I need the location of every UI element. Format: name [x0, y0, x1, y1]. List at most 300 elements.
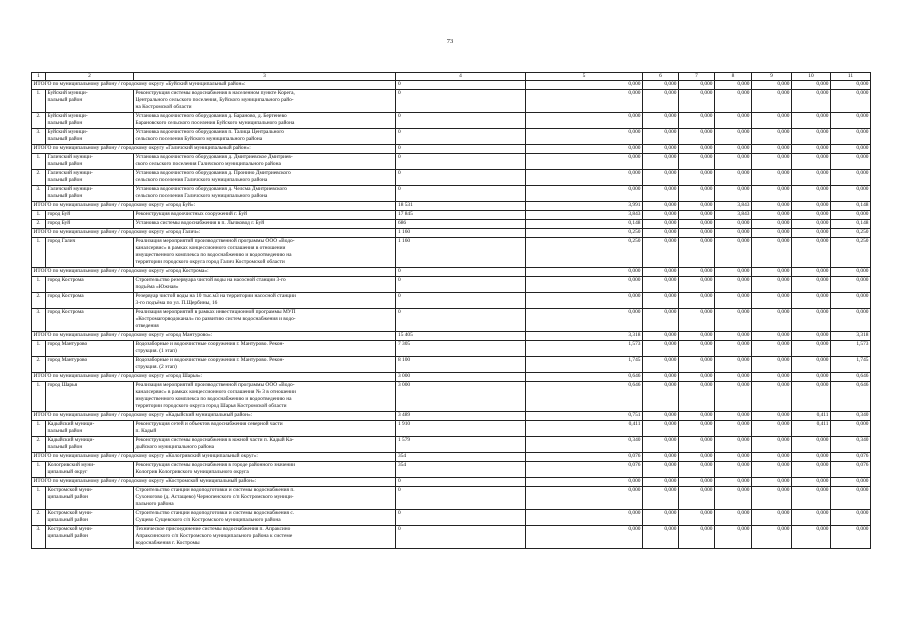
- funding-value: 0,000: [715, 510, 752, 526]
- funding-value: 0,000: [715, 170, 752, 186]
- subtotal-label: ИТОГО по муниципальному району / городскому округу «город Галич»:: [32, 229, 396, 238]
- row-index: 1.: [32, 211, 46, 220]
- funding-value: 0,000: [679, 526, 715, 549]
- funding-value: 0,000: [752, 293, 792, 309]
- funding-value: 0,000: [643, 382, 679, 412]
- funding-value: 0,000: [526, 145, 643, 154]
- funding-value: 0,000: [715, 293, 752, 309]
- funding-value: 0,000: [643, 341, 679, 357]
- funding-value: 0,000: [526, 186, 643, 202]
- table-row: [32, 293, 871, 309]
- funding-value: 0,000: [526, 90, 643, 113]
- funding-value: 0,000: [679, 277, 715, 293]
- row-index: 3.: [32, 186, 46, 202]
- funding-value: 0,000: [752, 81, 792, 90]
- column-number: 10: [792, 73, 831, 81]
- funding-value: 0,000: [831, 309, 871, 332]
- municipality-name: Буйский муници- пальный район: [46, 129, 134, 145]
- table-row: [32, 154, 871, 170]
- funding-value: 0,340: [831, 412, 871, 421]
- funding-value: 0,000: [752, 357, 792, 373]
- funding-value: 0,646: [526, 373, 643, 382]
- funding-value: 0,000: [792, 526, 831, 549]
- funding-value: 0,000: [679, 186, 715, 202]
- table-row: [32, 421, 871, 437]
- municipality-name: город Галич: [46, 238, 134, 268]
- funding-value: 0,000: [526, 113, 643, 129]
- funding-value: 1,573: [831, 341, 871, 357]
- cost-value: 0: [396, 526, 526, 549]
- cost-value: 15 405: [396, 332, 526, 341]
- subtotal-row: [32, 478, 871, 487]
- funding-value: 1,745: [831, 357, 871, 373]
- column-number: 11: [831, 73, 871, 81]
- municipality-name: город Буй: [46, 220, 134, 229]
- funding-value: 0,148: [831, 202, 871, 211]
- funding-value: 0,000: [792, 154, 831, 170]
- funding-value: 0,000: [831, 268, 871, 277]
- cost-value: 0: [396, 293, 526, 309]
- funding-value: 0,000: [643, 220, 679, 229]
- cost-value: 0: [396, 510, 526, 526]
- funding-value: 0,000: [792, 211, 831, 220]
- cost-value: 1 579: [396, 437, 526, 453]
- funding-value: 0,000: [752, 170, 792, 186]
- funding-value: 0,000: [643, 412, 679, 421]
- funding-value: 0,000: [792, 129, 831, 145]
- funding-value: 0,000: [526, 154, 643, 170]
- cost-value: 1 160: [396, 229, 526, 238]
- funding-value: 0,000: [831, 170, 871, 186]
- funding-value: 0,000: [715, 332, 752, 341]
- funding-value: 0,000: [643, 373, 679, 382]
- funding-value: 1,573: [526, 341, 643, 357]
- funding-value: 0,076: [831, 453, 871, 462]
- funding-value: 0,000: [679, 81, 715, 90]
- funding-value: 0,000: [792, 186, 831, 202]
- row-index: 3.: [32, 129, 46, 145]
- funding-value: 0,000: [792, 113, 831, 129]
- subtotal-label: ИТОГО по муниципальному району / городскому округу «Кологривский муниципальный округ»:: [32, 453, 396, 462]
- funding-value: 0,000: [679, 229, 715, 238]
- funding-value: 0,000: [643, 81, 679, 90]
- funding-value: 0,000: [643, 487, 679, 510]
- funding-value: 0,000: [792, 145, 831, 154]
- funding-value: 0,000: [679, 293, 715, 309]
- row-index: 3.: [32, 526, 46, 549]
- funding-value: 0,000: [643, 268, 679, 277]
- funding-value: 0,000: [679, 510, 715, 526]
- funding-value: 0,000: [526, 81, 643, 90]
- funding-value: 0,000: [643, 453, 679, 462]
- funding-value: 0,076: [526, 462, 643, 478]
- funding-value: 0,000: [526, 510, 643, 526]
- subtotal-label: ИТОГО по муниципальному району / городскому округу «Костромской муниципальный район»:: [32, 478, 396, 487]
- table-row: [32, 487, 871, 510]
- funding-value: 0,148: [831, 220, 871, 229]
- municipality-name: Кологривский муни- ципальный округ: [46, 462, 134, 478]
- funding-value: 0,000: [715, 421, 752, 437]
- funding-value: 0,000: [526, 487, 643, 510]
- subtotal-row: [32, 145, 871, 154]
- cost-value: 0: [396, 186, 526, 202]
- funding-value: 0,076: [526, 453, 643, 462]
- subtotal-row: [32, 412, 871, 421]
- table-row: [32, 211, 871, 220]
- funding-value: 0,340: [831, 437, 871, 453]
- column-number: 8: [715, 73, 752, 81]
- funding-value: 0,000: [792, 453, 831, 462]
- funding-value: 0,000: [792, 341, 831, 357]
- cost-value: 0: [396, 81, 526, 90]
- funding-value: 0,000: [831, 186, 871, 202]
- funding-value: 0,000: [752, 462, 792, 478]
- funding-value: 0,000: [792, 487, 831, 510]
- funding-value: 0,000: [643, 478, 679, 487]
- project-description: Водозаборные и водоочистные сооружения г. Мантурово. Рекон- струкция. (1 этап): [134, 341, 396, 357]
- funding-value: 0,000: [679, 309, 715, 332]
- cost-value: 0: [396, 309, 526, 332]
- column-number: 5: [526, 73, 643, 81]
- funding-value: 0,000: [643, 186, 679, 202]
- funding-value: 0,000: [643, 229, 679, 238]
- funding-value: 0,000: [679, 462, 715, 478]
- table-row: [32, 170, 871, 186]
- funding-value: 0,000: [792, 510, 831, 526]
- table-row: [32, 526, 871, 549]
- municipality-name: город Кострома: [46, 277, 134, 293]
- page-number: 73: [446, 38, 454, 45]
- funding-value: 0,000: [715, 478, 752, 487]
- cost-value: 7 305: [396, 341, 526, 357]
- project-description: Водозаборные и водоочистные сооружения г. Мантурово. Рекон- струкция. (2 этап): [134, 357, 396, 373]
- municipality-name: Кадыйский муници- пальный район: [46, 421, 134, 437]
- funding-value: 0,000: [679, 357, 715, 373]
- funding-value: 0,000: [752, 186, 792, 202]
- cost-value: 8 100: [396, 357, 526, 373]
- table-row: [32, 90, 871, 113]
- row-index: 2.: [32, 437, 46, 453]
- column-number-row: [32, 73, 871, 81]
- funding-value: 0,000: [831, 81, 871, 90]
- funding-value: 0,000: [752, 211, 792, 220]
- funding-value: 0,000: [752, 382, 792, 412]
- funding-value: 1,745: [526, 357, 643, 373]
- funding-value: 0,000: [715, 220, 752, 229]
- project-description: Реализация мероприятий в рамках инвестиционной программы МУП «Костромагорводоканал» по развитию систем водоснабжения и водо- отведения: [134, 309, 396, 332]
- funding-value: 0,000: [679, 437, 715, 453]
- project-description: Резервуар чистой воды на 10 тыс.м3 на территории насосной станции 3-го подъёма по ул. П.Щербины, 16: [134, 293, 396, 309]
- funding-value: 0,000: [679, 129, 715, 145]
- funding-value: 0,000: [679, 170, 715, 186]
- project-description: Установка водоочистного оборудования д. Бараново, д. Бертенево Барановского сельского поселения Буйского муниципального района: [134, 113, 396, 129]
- funding-value: 0,000: [752, 154, 792, 170]
- funding-value: 0,000: [792, 293, 831, 309]
- funding-value: 0,000: [752, 268, 792, 277]
- table-row: [32, 220, 871, 229]
- funding-value: 0,000: [643, 129, 679, 145]
- funding-value: 0,000: [679, 382, 715, 412]
- funding-value: 0,000: [792, 357, 831, 373]
- funding-value: 0,000: [752, 277, 792, 293]
- subtotal-label: ИТОГО по муниципальному району / городскому округу «Галичский муниципальный район»:: [32, 145, 396, 154]
- funding-value: 0,000: [715, 186, 752, 202]
- funding-value: 0,000: [831, 526, 871, 549]
- row-index: 1.: [32, 382, 46, 412]
- funding-value: 0,000: [752, 341, 792, 357]
- funding-value: 0,411: [792, 421, 831, 437]
- cost-value: 0: [396, 170, 526, 186]
- column-number: 1: [32, 73, 46, 81]
- funding-value: 0,000: [831, 145, 871, 154]
- cost-value: 0: [396, 145, 526, 154]
- column-number: 2: [46, 73, 134, 81]
- funding-value: 0,000: [679, 202, 715, 211]
- table-row: [32, 309, 871, 332]
- cost-value: 0: [396, 487, 526, 510]
- funding-value: 0,000: [752, 220, 792, 229]
- funding-value: 0,000: [679, 487, 715, 510]
- funding-value: 0,000: [752, 113, 792, 129]
- funding-value: 0,000: [752, 421, 792, 437]
- funding-value: 0,000: [715, 90, 752, 113]
- funding-value: 0,000: [715, 229, 752, 238]
- table-row: [32, 341, 871, 357]
- funding-value: 0,000: [679, 453, 715, 462]
- funding-value: 0,000: [643, 309, 679, 332]
- funding-value: 0,000: [643, 154, 679, 170]
- cost-value: 0: [396, 113, 526, 129]
- funding-value: 0,000: [831, 211, 871, 220]
- subtotal-label: ИТОГО по муниципальному району / городскому округу «город Кострома»:: [32, 268, 396, 277]
- funding-value: 3,843: [526, 211, 643, 220]
- funding-value: 0,646: [831, 382, 871, 412]
- row-index: 1.: [32, 462, 46, 478]
- funding-value: 0,000: [679, 373, 715, 382]
- project-description: Реконструкция системы водоснабжения в южной части п. Кадый Ка- дыйского муниципального района: [134, 437, 396, 453]
- cost-value: 1 910: [396, 421, 526, 437]
- column-number: 4: [396, 73, 526, 81]
- funding-value: 0,000: [831, 478, 871, 487]
- funding-value: 0,000: [831, 129, 871, 145]
- funding-value: 0,000: [752, 145, 792, 154]
- funding-value: 0,000: [679, 421, 715, 437]
- funding-value: 0,250: [526, 229, 643, 238]
- cost-value: 1 160: [396, 238, 526, 268]
- subtotal-label: ИТОГО по муниципальному району / городскому округу «Кадыйский муниципальный район»:: [32, 412, 396, 421]
- municipality-name: Галичский муници- пальный район: [46, 186, 134, 202]
- cost-value: 0: [396, 154, 526, 170]
- project-description: Строительство станции водоподготовки и системы водоснабжения с. Сущево Сущевского с/п Костромского муниципального района: [134, 510, 396, 526]
- funding-value: 0,000: [679, 341, 715, 357]
- project-description: Установка водоочистного оборудования п. Талица Центрального сельского поселения Буйского муниципального района: [134, 129, 396, 145]
- funding-value: 0,000: [792, 238, 831, 268]
- subtotal-label: ИТОГО по муниципальному району / городскому округу «город Буй»:: [32, 202, 396, 211]
- subtotal-label: ИТОГО по муниципальному району / городскому округу «город Шарья»:: [32, 373, 396, 382]
- funding-value: 0,000: [792, 277, 831, 293]
- subtotal-row: [32, 229, 871, 238]
- funding-value: 0,000: [752, 478, 792, 487]
- funding-value: 0,000: [715, 268, 752, 277]
- funding-value: 0,000: [679, 90, 715, 113]
- municipality-name: город Буй: [46, 211, 134, 220]
- funding-value: 0,000: [643, 357, 679, 373]
- table-row: [32, 277, 871, 293]
- funding-value: 0,411: [526, 421, 643, 437]
- funding-value: 0,000: [792, 462, 831, 478]
- table-body: [32, 73, 871, 549]
- funding-value: 0,000: [792, 90, 831, 113]
- row-index: 1.: [32, 90, 46, 113]
- table-row: [32, 113, 871, 129]
- funding-value: 0,000: [752, 373, 792, 382]
- funding-value: 0,000: [752, 202, 792, 211]
- cost-value: 3 000: [396, 373, 526, 382]
- funding-value: 0,000: [643, 170, 679, 186]
- funding-value: 0,000: [526, 170, 643, 186]
- funding-value: 0,000: [752, 412, 792, 421]
- funding-value: 0,000: [715, 437, 752, 453]
- funding-value: 0,000: [643, 462, 679, 478]
- funding-value: 0,000: [715, 487, 752, 510]
- funding-value: 0,000: [643, 211, 679, 220]
- funding-value: 0,000: [792, 382, 831, 412]
- funding-value: 0,000: [752, 526, 792, 549]
- funding-value: 0,076: [831, 462, 871, 478]
- funding-value: 0,000: [679, 332, 715, 341]
- funding-value: 0,000: [831, 510, 871, 526]
- funding-value: 0,646: [526, 382, 643, 412]
- investment-table: [31, 72, 871, 549]
- column-number: 6: [643, 73, 679, 81]
- table-row: [32, 437, 871, 453]
- funding-value: 0,000: [526, 478, 643, 487]
- municipality-name: Галичский муници- пальный район: [46, 170, 134, 186]
- funding-value: 0,000: [715, 526, 752, 549]
- funding-value: 0,751: [526, 412, 643, 421]
- project-description: Реконструкция водоочистных сооружений г. Буй: [134, 211, 396, 220]
- funding-value: 3,318: [831, 332, 871, 341]
- funding-value: 0,000: [752, 510, 792, 526]
- funding-value: 0,000: [792, 268, 831, 277]
- funding-value: 0,411: [792, 412, 831, 421]
- column-number: 3: [134, 73, 396, 81]
- municipality-name: город Кострома: [46, 293, 134, 309]
- funding-value: 0,000: [715, 309, 752, 332]
- funding-value: 0,000: [643, 437, 679, 453]
- funding-value: 0,000: [715, 462, 752, 478]
- municipality-name: Костромской муни- ципальный район: [46, 487, 134, 510]
- project-description: Установка системы водоснабжения в п. Лычковод г. Буй: [134, 220, 396, 229]
- funding-value: 0,000: [715, 382, 752, 412]
- funding-value: 0,000: [715, 238, 752, 268]
- row-index: 2.: [32, 220, 46, 229]
- funding-value: 0,000: [679, 478, 715, 487]
- cost-value: 3 489: [396, 412, 526, 421]
- funding-value: 3,843: [715, 202, 752, 211]
- cost-value: 354: [396, 462, 526, 478]
- project-description: Установка водоочистного оборудования д. Челсма Дмитриевского сельского поселения Галичского муниципального района: [134, 186, 396, 202]
- funding-value: 0,000: [752, 229, 792, 238]
- cost-value: 0: [396, 277, 526, 293]
- funding-value: 0,000: [831, 293, 871, 309]
- project-description: Техническое присоединение системы водоснабжения п. Апраксино Апраксинского с/п Костромского муниципального района к системе водоснабжения г. Костромы: [134, 526, 396, 549]
- table-row: [32, 186, 871, 202]
- funding-value: 0,000: [752, 309, 792, 332]
- funding-value: 0,000: [715, 113, 752, 129]
- funding-value: 0,000: [792, 81, 831, 90]
- cost-value: 0: [396, 90, 526, 113]
- funding-value: 0,000: [526, 277, 643, 293]
- cost-value: 0: [396, 268, 526, 277]
- cost-value: 0: [396, 478, 526, 487]
- funding-value: 0,000: [643, 145, 679, 154]
- funding-value: 0,000: [643, 90, 679, 113]
- column-number: 7: [679, 73, 715, 81]
- funding-value: 0,000: [643, 238, 679, 268]
- funding-value: 0,000: [643, 510, 679, 526]
- municipality-name: Кадыйский муници- пальный район: [46, 437, 134, 453]
- subtotal-row: [32, 332, 871, 341]
- funding-value: 0,000: [792, 309, 831, 332]
- row-index: 1.: [32, 238, 46, 268]
- funding-value: 3,318: [526, 332, 643, 341]
- funding-value: 0,646: [831, 373, 871, 382]
- funding-value: 0,000: [752, 129, 792, 145]
- funding-value: 0,000: [526, 129, 643, 145]
- funding-value: 0,000: [679, 154, 715, 170]
- funding-value: 0,000: [715, 341, 752, 357]
- funding-value: 0,000: [679, 268, 715, 277]
- funding-value: 0,000: [526, 309, 643, 332]
- table-row: [32, 382, 871, 412]
- funding-value: 0,250: [526, 238, 643, 268]
- table-row: [32, 462, 871, 478]
- funding-value: 0,000: [715, 357, 752, 373]
- municipality-name: город Мантурово: [46, 357, 134, 373]
- row-index: 3.: [32, 309, 46, 332]
- table-row: [32, 510, 871, 526]
- cost-value: 0: [396, 129, 526, 145]
- funding-value: 0,000: [715, 412, 752, 421]
- funding-value: 0,000: [643, 421, 679, 437]
- funding-value: 0,000: [679, 113, 715, 129]
- cost-value: 354: [396, 453, 526, 462]
- funding-value: 0,000: [715, 453, 752, 462]
- funding-value: 0,000: [752, 453, 792, 462]
- project-description: Реализация мероприятий производственной программы ООО «Водо- каналсервис» в рамках концессионного соглашения в отношении имущественного комплекса по водоснабжению и водоотведению на территории городского округа город Галич Костромской области: [134, 238, 396, 268]
- cost-value: 18 531: [396, 202, 526, 211]
- funding-value: 0,000: [526, 268, 643, 277]
- row-index: 1.: [32, 487, 46, 510]
- funding-value: 0,000: [715, 154, 752, 170]
- funding-value: 0,000: [792, 170, 831, 186]
- subtotal-row: [32, 373, 871, 382]
- funding-value: 0,000: [643, 526, 679, 549]
- row-index: 2.: [32, 170, 46, 186]
- project-description: Реализация мероприятий производственной программы ООО «Водо- каналсервис» в рамках концессионного соглашения № 3 в отношении имущественного комплекса по водоснабжению и водоотведению на территории городского округа город Шарья Костромской области: [134, 382, 396, 412]
- funding-value: 0,000: [831, 421, 871, 437]
- table-row: [32, 238, 871, 268]
- funding-value: 0,000: [715, 129, 752, 145]
- project-description: Реконструкция системы водоснабжения в городе районного значении Кологрив Кологривского муниципального округа: [134, 462, 396, 478]
- funding-value: 0,000: [792, 332, 831, 341]
- funding-value: 0,000: [643, 202, 679, 211]
- table-row: [32, 129, 871, 145]
- funding-value: 0,000: [752, 487, 792, 510]
- municipality-name: город Шарья: [46, 382, 134, 412]
- funding-value: 0,000: [752, 332, 792, 341]
